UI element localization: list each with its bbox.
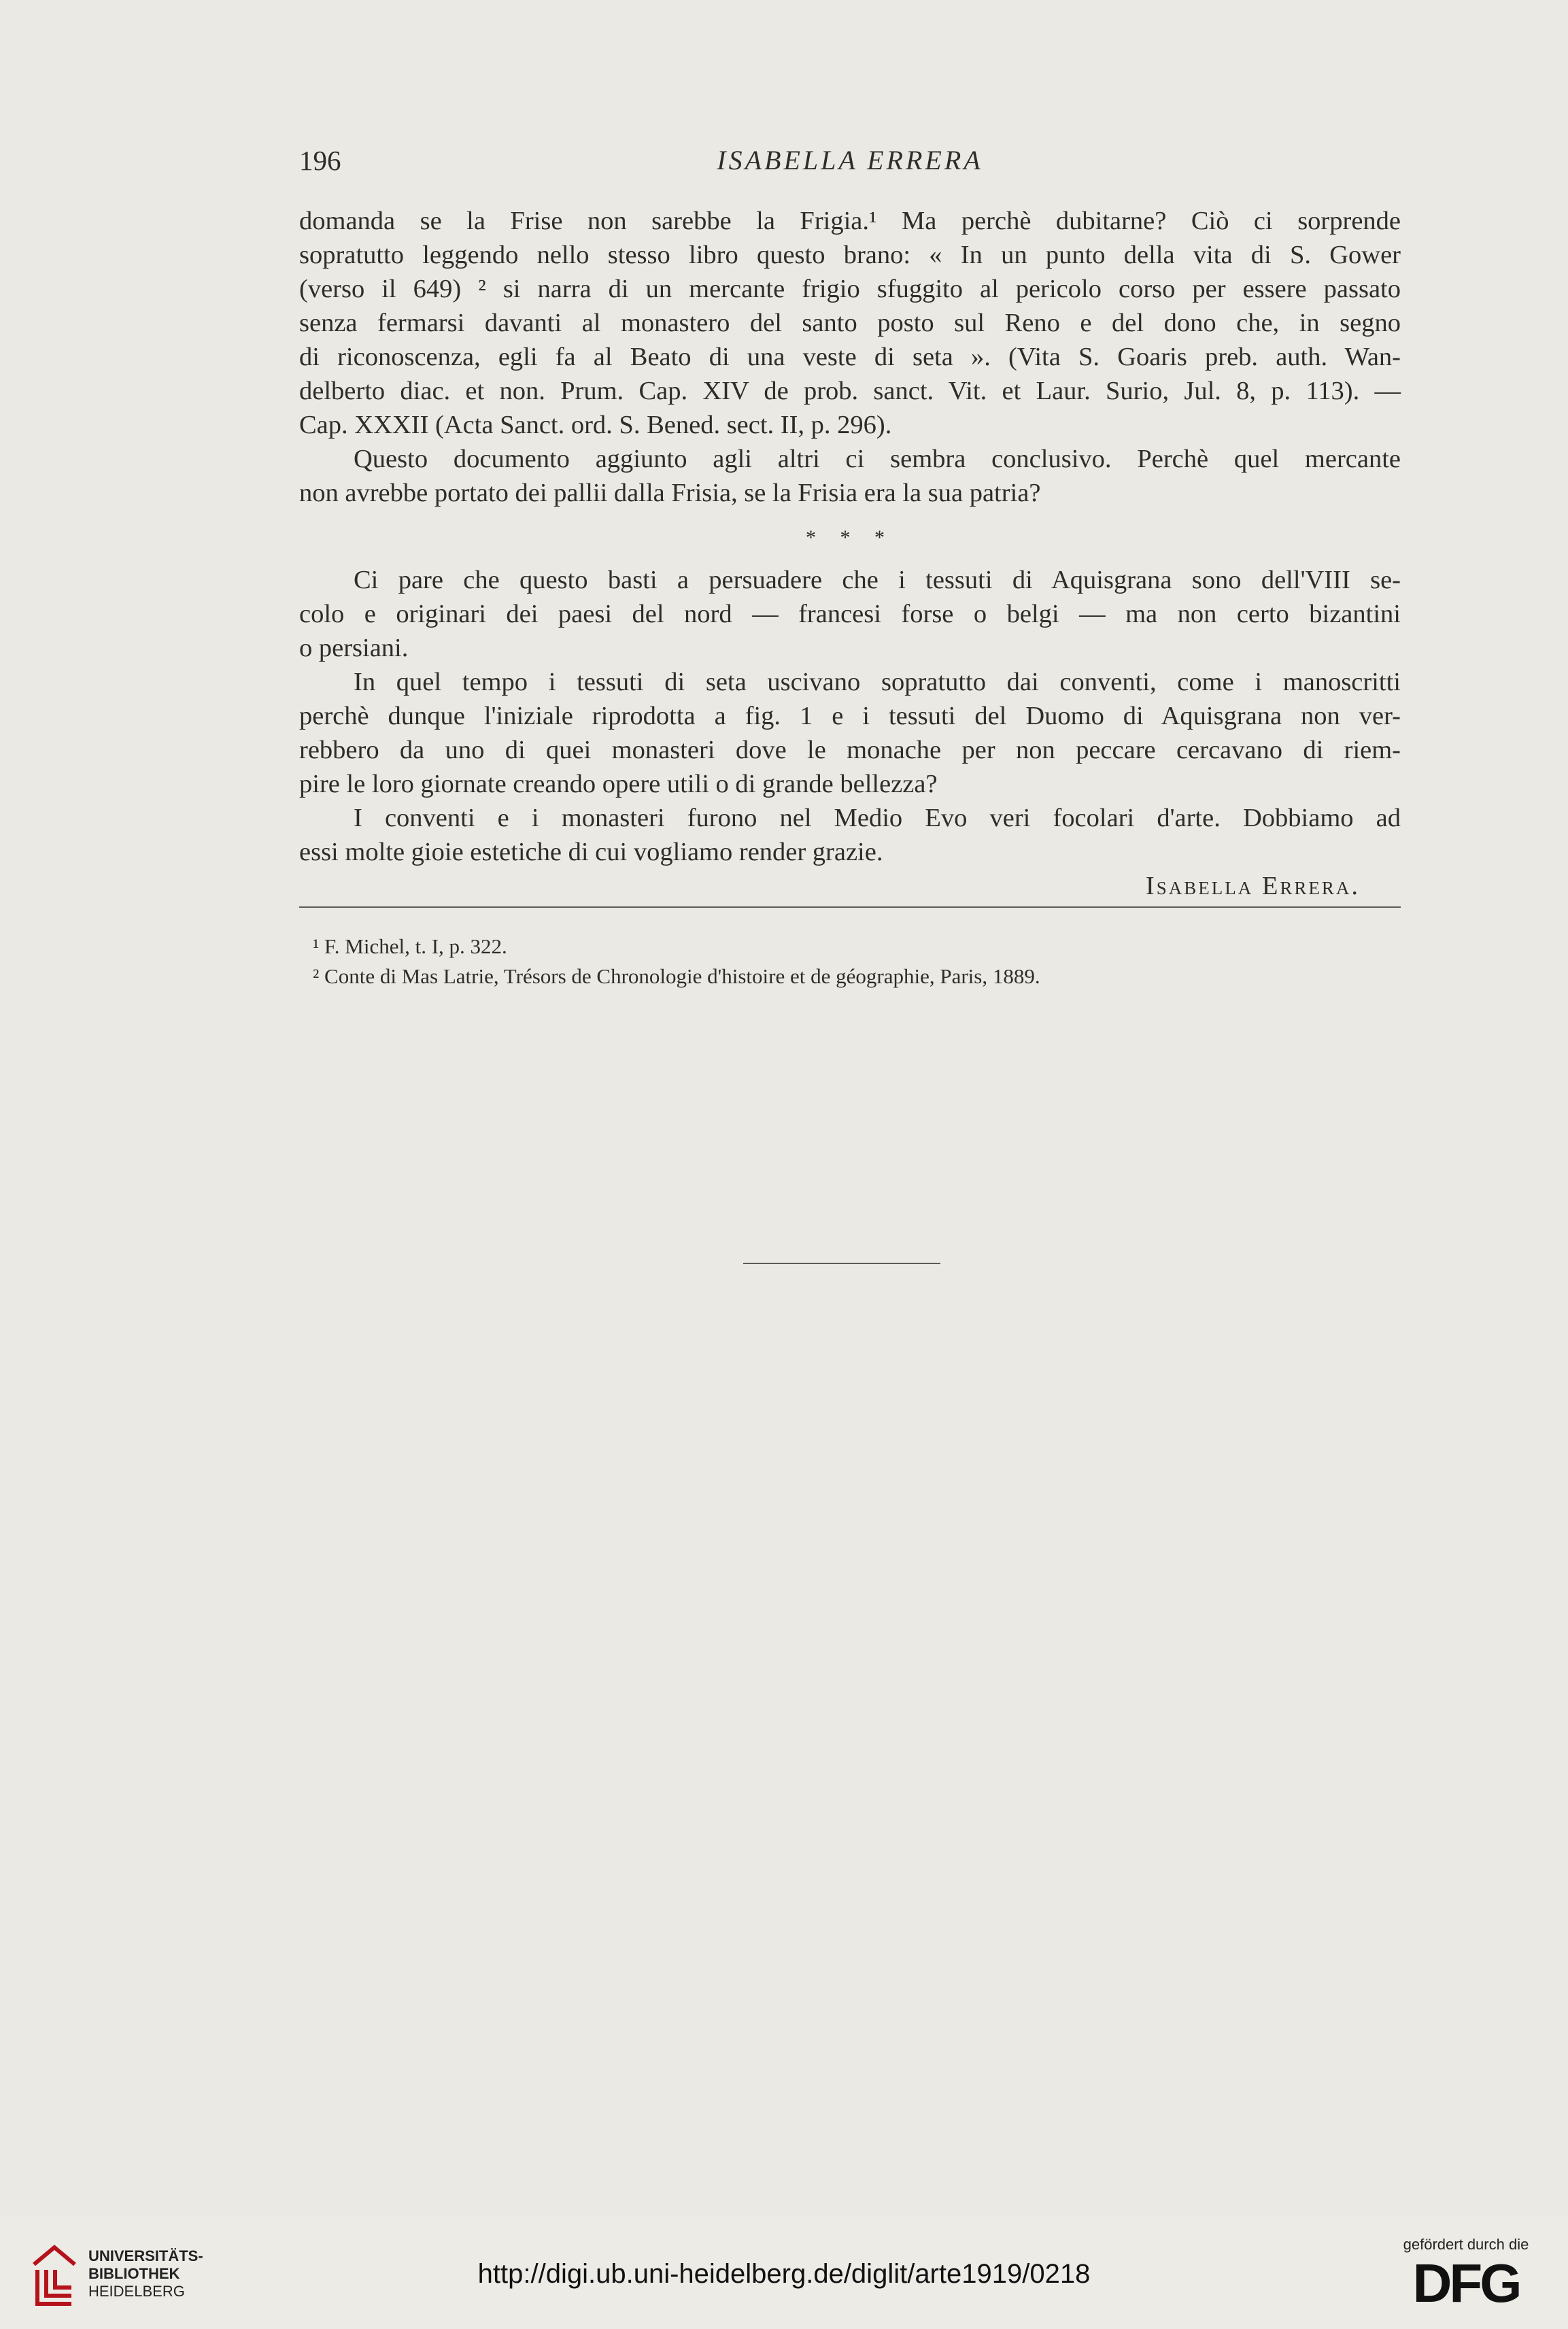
text-line: Questo documento aggiunto agli altri ci sembra conclusivo. Perchè quel mercante — [354, 445, 1401, 473]
paragraph-1 — [299, 204, 1401, 442]
library-line: HEIDELBERG — [88, 2283, 185, 2300]
dfg-logo: DFG — [1412, 2253, 1520, 2313]
funding-label: gefördert durch die — [1403, 2236, 1529, 2253]
text-line: sopratutto leggendo nello stesso libro questo brano: « In un punto della vita di S. Gower — [299, 241, 1401, 269]
section-separator: * * * — [806, 526, 894, 549]
running-title: ISABELLA ERRERA — [717, 145, 983, 175]
library-line: BIBLIOTHEK — [88, 2265, 180, 2282]
text-line: domanda se la Frise non sarebbe la Frigia.¹ Ma perchè dubitarne? Ciò ci sorprende — [299, 207, 1401, 235]
footnote-1: ¹ F. Michel, t. I, p. 322. — [313, 934, 507, 958]
text-line: I conventi e i monasteri furono nel Medio Evo veri focolari d'arte. Dobbiamo ad — [354, 804, 1401, 832]
footnotes — [313, 932, 1401, 991]
text-line: Ci pare che questo basti a persuadere che i tessuti di Aquisgrana sono dell'VIII se- — [354, 566, 1401, 594]
page-number: 196 — [299, 145, 341, 176]
author-signature: Isabella Errera. — [1145, 872, 1360, 900]
text-line: Cap. XXXII (Acta Sanct. ord. S. Bened. sect. II, p. 296). — [299, 411, 892, 439]
text-line: non avrebbe portato dei pallii dalla Frisia, se la Frisia era la sua patria? — [299, 479, 1041, 507]
footnote-divider — [299, 906, 1401, 908]
viewer-footer — [0, 2217, 1568, 2329]
footnote-2: ² Conte di Mas Latrie, Trésors de Chronologie d'histoire et de géographie, Paris, 1889. — [313, 964, 1040, 988]
text-line: perchè dunque l'iniziale riprodotta a fig. 1 e i tessuti del Duomo di Aquisgrana non ver- — [299, 702, 1401, 730]
running-head — [299, 144, 1401, 185]
permalink-url[interactable]: http://digi.ub.uni-heidelberg.de/diglit/arte1919/0218 — [477, 2259, 1091, 2289]
text-line: colo e originari dei paesi del nord — francesi forse o belgi — ma non certo bizantini — [299, 600, 1401, 628]
text-line: (verso il 649) ² si narra di un mercante frigio sfuggito al pericolo corso per essere passato — [299, 275, 1401, 303]
paragraph-4 — [299, 665, 1401, 801]
library-line: UNIVERSITÄTS- — [88, 2247, 203, 2264]
body-text — [299, 204, 1401, 903]
text-line: In quel tempo i tessuti di seta uscivano sopratutto dai conventi, come i manoscritti — [354, 668, 1401, 696]
funding-notice — [1384, 2236, 1548, 2311]
text-line: rebbero da uno di quei monasteri dove le monache per non peccare cercavano di riem- — [299, 736, 1401, 764]
text-line: pire le loro giornate creando opere utili o di grande bellezza? — [299, 770, 938, 798]
text-line: delberto diac. et non. Prum. Cap. XIV de prob. sanct. Vit. et Laur. Surio, Jul. 8, p. 113). — — [299, 377, 1401, 405]
paragraph-5 — [299, 801, 1401, 869]
paragraph-2 — [299, 442, 1401, 510]
text-line: o persiani. — [299, 634, 409, 662]
end-rule — [743, 1263, 940, 1264]
paragraph-3 — [299, 563, 1401, 665]
text-line: essi molte gioie estetiche di cui vogliamo render grazie. — [299, 838, 883, 866]
text-line: senza fermarsi davanti al monastero del santo posto sul Reno e del dono che, in segno — [299, 309, 1401, 337]
text-line: di riconoscenza, egli fa al Beato di una veste di seta ». (Vita S. Goaris preb. auth. Wan- — [299, 343, 1401, 371]
